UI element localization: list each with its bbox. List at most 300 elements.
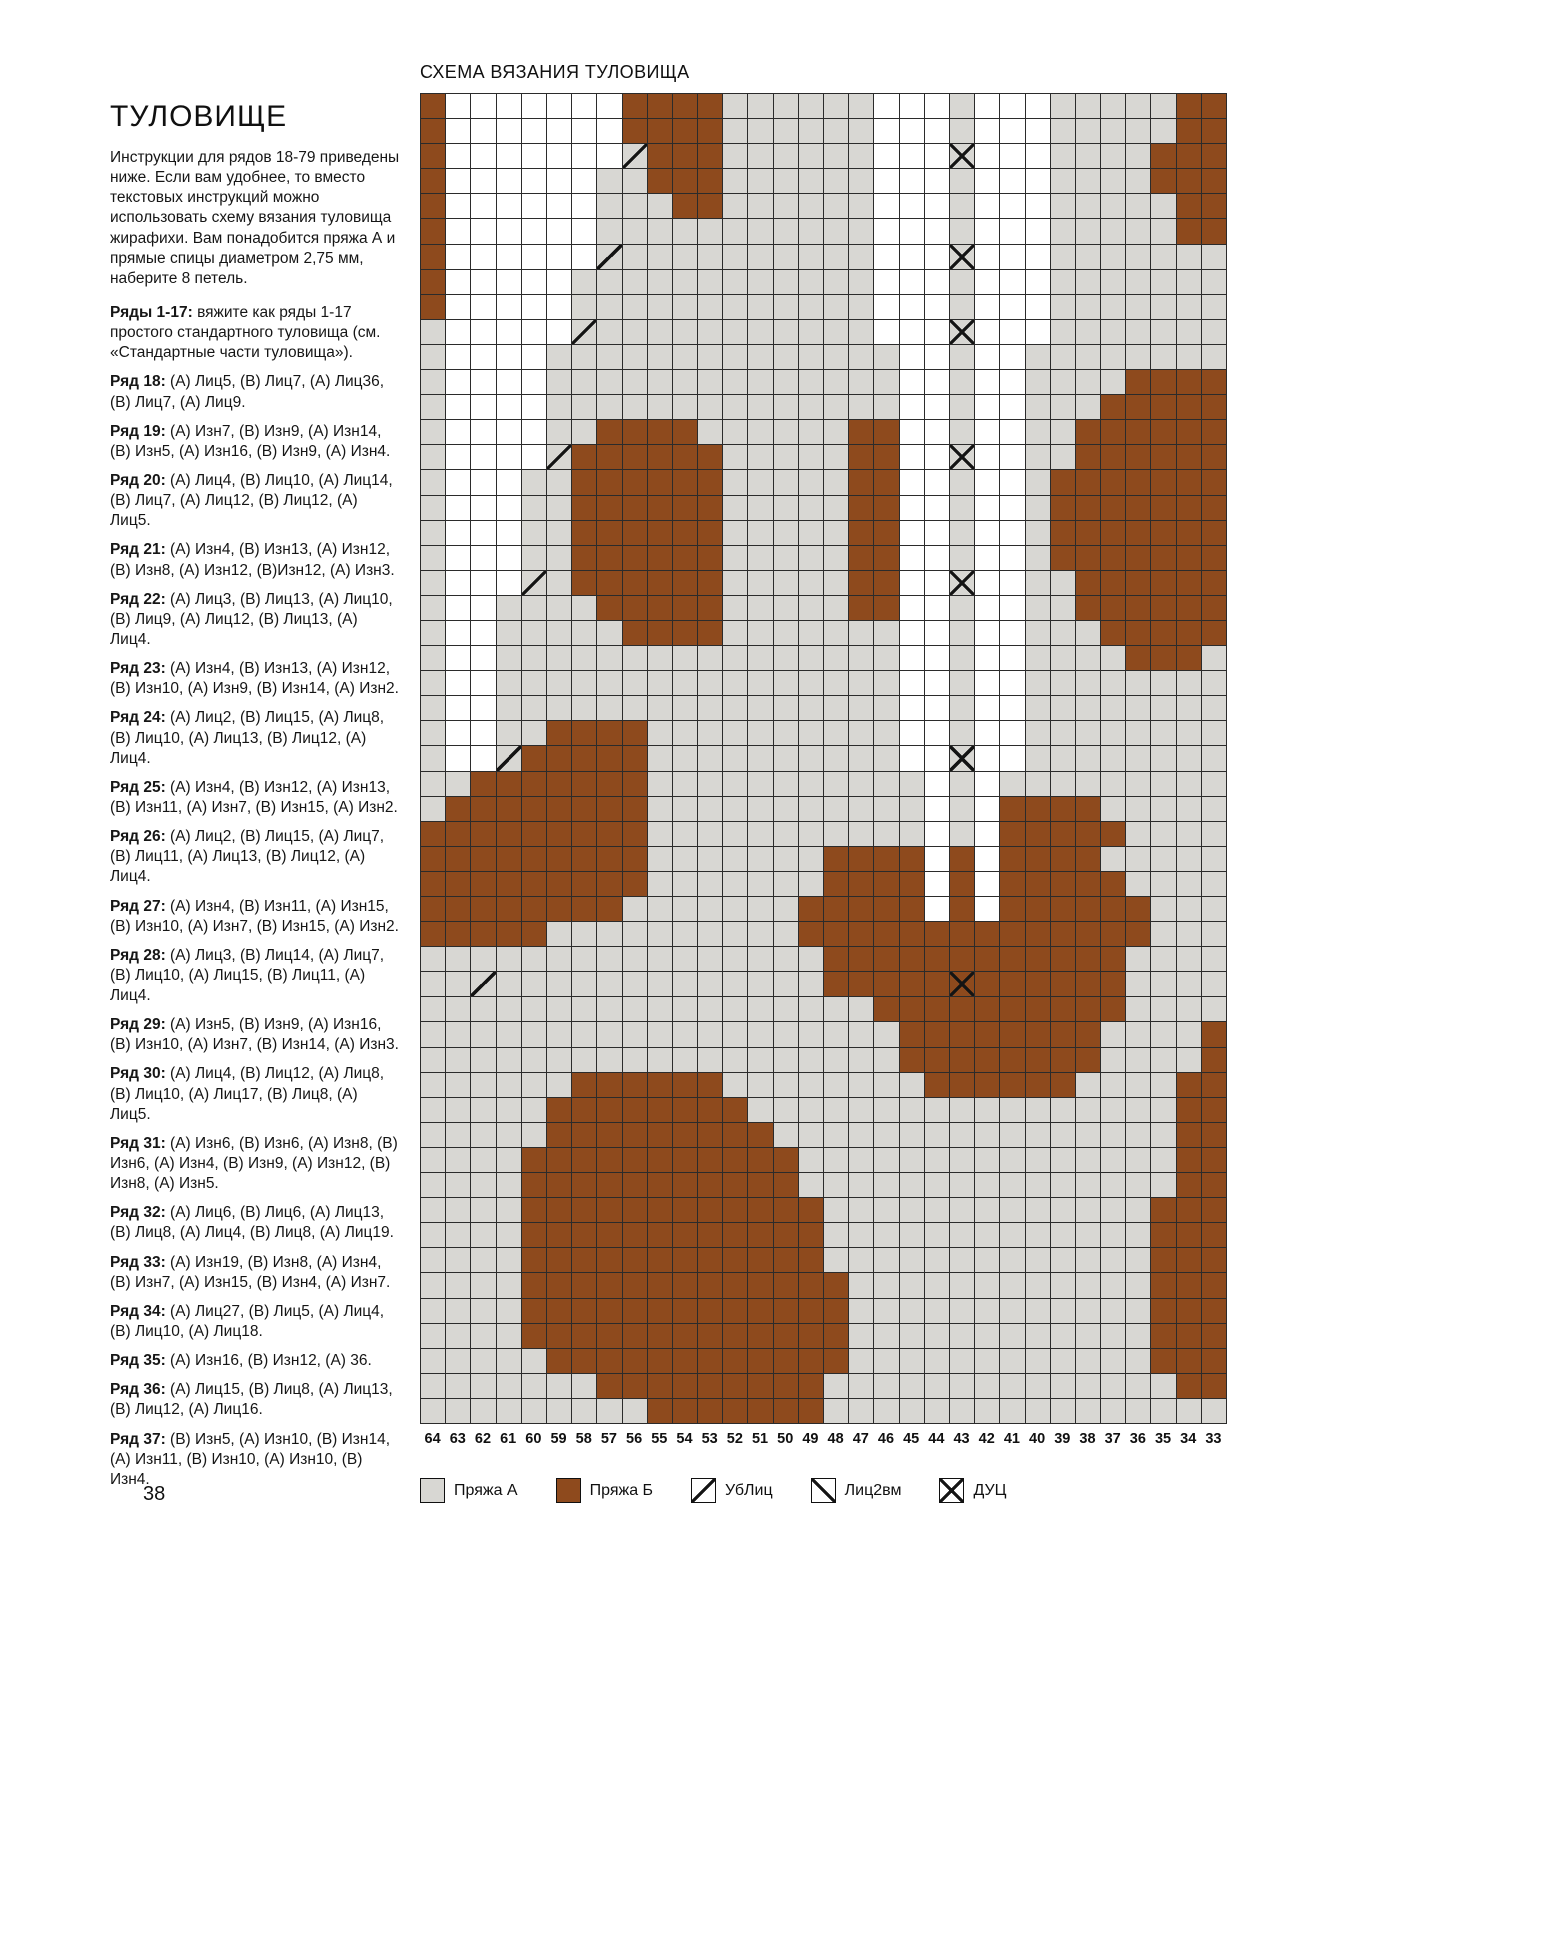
- chart-cell: [874, 1173, 898, 1197]
- chart-cell: [471, 94, 495, 118]
- chart-cell: [950, 847, 974, 871]
- chart-cell: [446, 596, 470, 620]
- chart-cell: [824, 571, 848, 595]
- chart-cell: [925, 596, 949, 620]
- chart-cell: [748, 897, 772, 921]
- chart-cell: [1000, 1148, 1024, 1172]
- chart-cell: [723, 1073, 747, 1097]
- chart-cell: [1076, 822, 1100, 846]
- chart-cell: [1051, 947, 1075, 971]
- chart-cell: [446, 746, 470, 770]
- chart-cell: [572, 144, 596, 168]
- chart-cell: [748, 721, 772, 745]
- chart-cell: [648, 1148, 672, 1172]
- chart-cell: [1026, 370, 1050, 394]
- chart-cell: [597, 546, 621, 570]
- chart-cell: [1026, 1022, 1050, 1046]
- chart-cell: [623, 345, 647, 369]
- chart-cell: [824, 721, 848, 745]
- chart-cell: [597, 119, 621, 143]
- chart-cell: [623, 721, 647, 745]
- chart-cell: [1126, 1399, 1150, 1423]
- chart-cell: [471, 646, 495, 670]
- chart-cell: [950, 822, 974, 846]
- chart-cell: [1000, 496, 1024, 520]
- chart-cell: [597, 847, 621, 871]
- chart-cell: [900, 219, 924, 243]
- chart-cell: [547, 1022, 571, 1046]
- chart-cell: [774, 1349, 798, 1373]
- chart-cell: [774, 270, 798, 294]
- chart-cell: [522, 847, 546, 871]
- chart-cell: [925, 1273, 949, 1297]
- chart-cell: [522, 1148, 546, 1172]
- chart-cell: [1126, 546, 1150, 570]
- chart-cell: [1177, 1374, 1201, 1398]
- chart-cell: [950, 1399, 974, 1423]
- chart-cell: [698, 1198, 722, 1222]
- chart-cell: [623, 169, 647, 193]
- chart-cell: [597, 1299, 621, 1323]
- chart-cell: [1000, 320, 1024, 344]
- chart-cell: [849, 1273, 873, 1297]
- chart-cell: [1101, 746, 1125, 770]
- chart-cell: [900, 1022, 924, 1046]
- chart-cell: [547, 1098, 571, 1122]
- chart-cell: [774, 872, 798, 896]
- chart-cell: [1177, 270, 1201, 294]
- chart-cell: [648, 270, 672, 294]
- chart-cell: [648, 295, 672, 319]
- chart-cell: [774, 420, 798, 444]
- chart-cell: [849, 1324, 873, 1348]
- chart-cell: [1051, 496, 1075, 520]
- chart-cell: [1126, 94, 1150, 118]
- chart-cell: [1051, 370, 1075, 394]
- chart-cell: [522, 169, 546, 193]
- chart-cell: [774, 1048, 798, 1072]
- chart-cell: [799, 922, 823, 946]
- chart-cell: [421, 571, 445, 595]
- chart-cell: [471, 245, 495, 269]
- chart-cell: [824, 1299, 848, 1323]
- chart-cell: [723, 295, 747, 319]
- chart-cell: [1177, 772, 1201, 796]
- chart-cell: [1177, 822, 1201, 846]
- chart-cell: [1151, 972, 1175, 996]
- chart-cell: [698, 219, 722, 243]
- chart-cell: [1151, 119, 1175, 143]
- chart-cell: [723, 671, 747, 695]
- chart-cell: [1202, 571, 1226, 595]
- chart-cell: [975, 169, 999, 193]
- chart-cell: [849, 1073, 873, 1097]
- chart-cell: [572, 847, 596, 871]
- chart-cell: [648, 1248, 672, 1272]
- chart-cell: [824, 1349, 848, 1373]
- chart-cell: [849, 671, 873, 695]
- chart-cell: [421, 947, 445, 971]
- chart-cell: [849, 219, 873, 243]
- chart-cell: [975, 219, 999, 243]
- chart-cell: [1126, 245, 1150, 269]
- chart-cell: [1026, 646, 1050, 670]
- chart-cell: [1051, 1223, 1075, 1247]
- chart-cell: [723, 1022, 747, 1046]
- chart-cell: [1000, 345, 1024, 369]
- chart-cell: [1076, 345, 1100, 369]
- chart-cell: [648, 320, 672, 344]
- chart-cell: [1101, 144, 1125, 168]
- chart-cell: [723, 470, 747, 494]
- chart-cell: [774, 746, 798, 770]
- chart-cell: [623, 420, 647, 444]
- chart-cell: [1177, 721, 1201, 745]
- chart-cell: [1126, 1073, 1150, 1097]
- chart-cell: [1202, 1098, 1226, 1122]
- chart-cell: [900, 721, 924, 745]
- chart-cell: [975, 1198, 999, 1222]
- chart-cell: [1202, 646, 1226, 670]
- chart-cell: [673, 947, 697, 971]
- chart-cell: [673, 496, 697, 520]
- chart-cell: [975, 872, 999, 896]
- chart-cell: [698, 847, 722, 871]
- chart-cell: [648, 922, 672, 946]
- chart-cell: [900, 295, 924, 319]
- row-instruction-label: Ряд 30:: [110, 1065, 166, 1083]
- chart-cell: [723, 947, 747, 971]
- chart-cell: [723, 169, 747, 193]
- chart-cell: [1076, 897, 1100, 921]
- chart-cell: [1202, 1223, 1226, 1247]
- chart-cell: [1151, 320, 1175, 344]
- chart-cell: [673, 1173, 697, 1197]
- chart-cell: [824, 194, 848, 218]
- chart-cell: [623, 1148, 647, 1172]
- chart-cell: [748, 1148, 772, 1172]
- chart-cell: [471, 897, 495, 921]
- chart-cell: [1101, 94, 1125, 118]
- chart-cell: [748, 169, 772, 193]
- chart-cell: [950, 1273, 974, 1297]
- chart-cell: [799, 1123, 823, 1147]
- chart-cell: [900, 1198, 924, 1222]
- chart-cell: [1151, 245, 1175, 269]
- chart-cell: [900, 1248, 924, 1272]
- chart-cell: [547, 972, 571, 996]
- chart-cell: [900, 1299, 924, 1323]
- chart-cell: [421, 922, 445, 946]
- chart-cell: [975, 345, 999, 369]
- chart-cell: [497, 1248, 521, 1272]
- chart-cell: [698, 696, 722, 720]
- chart-cell: [1051, 571, 1075, 595]
- chart-cell: [597, 245, 621, 269]
- chart-cell: [572, 772, 596, 796]
- chart-cell: [1126, 219, 1150, 243]
- chart-cell: [597, 746, 621, 770]
- chart-cell: [1076, 746, 1100, 770]
- chart-cell: [1202, 1374, 1226, 1398]
- chart-cell: [1126, 872, 1150, 896]
- chart-cell: [1026, 897, 1050, 921]
- chart-cell: [698, 571, 722, 595]
- column-number: 42: [978, 1431, 995, 1447]
- chart-cell: [1101, 1223, 1125, 1247]
- chart-cell: [547, 496, 571, 520]
- chart-cell: [547, 822, 571, 846]
- chart-cell: [1177, 1299, 1201, 1323]
- chart-cell: [572, 721, 596, 745]
- chart-cell: [1051, 621, 1075, 645]
- chart-cell: [597, 219, 621, 243]
- chart-cell: [900, 169, 924, 193]
- chart-cell: [1126, 496, 1150, 520]
- chart-cell: [1000, 596, 1024, 620]
- chart-cell: [1126, 897, 1150, 921]
- chart-cell: [1202, 194, 1226, 218]
- chart-cell: [1151, 1198, 1175, 1222]
- chart-cell: [900, 897, 924, 921]
- chart-cell: [1151, 1173, 1175, 1197]
- chart-cell: [648, 797, 672, 821]
- chart-cell: [623, 445, 647, 469]
- chart-cell: [874, 144, 898, 168]
- chart-cell: [1101, 872, 1125, 896]
- chart-cell: [522, 194, 546, 218]
- chart-cell: [597, 320, 621, 344]
- chart-cell: [446, 94, 470, 118]
- chart-cell: [648, 496, 672, 520]
- chart-cell: [1126, 295, 1150, 319]
- chart-cell: [547, 621, 571, 645]
- chart-cell: [900, 1273, 924, 1297]
- chart-cell: [1151, 1022, 1175, 1046]
- chart-cell: [1026, 972, 1050, 996]
- chart-cell: [572, 897, 596, 921]
- chart-cell: [925, 1048, 949, 1072]
- chart-cell: [1076, 1022, 1100, 1046]
- chart-cell: [849, 169, 873, 193]
- chart-legend: [420, 1478, 1006, 1503]
- row-instruction-label: Ряд 36:: [110, 1381, 166, 1399]
- chart-cell: [975, 1399, 999, 1423]
- chart-cell: [900, 496, 924, 520]
- chart-cell: [698, 245, 722, 269]
- chart-cell: [1026, 721, 1050, 745]
- chart-cell: [547, 119, 571, 143]
- chart-cell: [522, 746, 546, 770]
- chart-cell: [975, 696, 999, 720]
- chart-cell: [1026, 521, 1050, 545]
- chart-cell: [673, 847, 697, 871]
- chart-cell: [522, 1273, 546, 1297]
- chart-cell: [597, 696, 621, 720]
- chart-cell: [1026, 671, 1050, 695]
- chart-cell: [799, 1198, 823, 1222]
- chart-cell: [849, 1048, 873, 1072]
- chart-cell: [673, 445, 697, 469]
- chart-cell: [1026, 94, 1050, 118]
- chart-cell: [1000, 219, 1024, 243]
- chart-cell: [522, 872, 546, 896]
- chart-cell: [648, 897, 672, 921]
- chart-cell: [623, 470, 647, 494]
- chart-cell: [1026, 1248, 1050, 1272]
- chart-cell: [1202, 546, 1226, 570]
- chart-cell: [799, 1223, 823, 1247]
- chart-cell: [597, 1123, 621, 1147]
- chart-cell: [1101, 1273, 1125, 1297]
- chart-cell: [774, 219, 798, 243]
- chart-cell: [799, 646, 823, 670]
- column-number: 54: [676, 1431, 693, 1447]
- chart-cell: [1101, 822, 1125, 846]
- chart-cell: [1000, 721, 1024, 745]
- chart-cell: [874, 420, 898, 444]
- chart-cell: [799, 897, 823, 921]
- chart-cell: [597, 1073, 621, 1097]
- chart-cell: [799, 1248, 823, 1272]
- chart-cell: [1126, 194, 1150, 218]
- chart-cell: [1076, 194, 1100, 218]
- chart-cell: [824, 1073, 848, 1097]
- chart-cell: [597, 1273, 621, 1297]
- chart-cell: [849, 270, 873, 294]
- legend-label: УбЛиц: [725, 1481, 773, 1499]
- row-instruction-label: Ряд 31:: [110, 1134, 166, 1152]
- chart-cell: [597, 144, 621, 168]
- chart-cell: [950, 1123, 974, 1147]
- chart-cell: [950, 521, 974, 545]
- chart-cell: [900, 445, 924, 469]
- chart-cell: [874, 521, 898, 545]
- chart-cell: [975, 1248, 999, 1272]
- chart-cell: [497, 947, 521, 971]
- chart-cell: [774, 1223, 798, 1247]
- chart-cell: [572, 646, 596, 670]
- chart-cell: [522, 1349, 546, 1373]
- row-instruction-label: Ряд 33:: [110, 1253, 166, 1271]
- chart-cell: [900, 1148, 924, 1172]
- chart-cell: [799, 571, 823, 595]
- chart-cell: [497, 997, 521, 1021]
- chart-cell: [648, 671, 672, 695]
- chart-cell: [446, 571, 470, 595]
- chart-cell: [471, 797, 495, 821]
- chart-cell: [1202, 345, 1226, 369]
- chart-cell: [1101, 1173, 1125, 1197]
- chart-cell: [421, 445, 445, 469]
- chart-cell: [748, 746, 772, 770]
- column-number: 55: [651, 1431, 668, 1447]
- row-instruction: Ряд 22: (А) Лиц3, (В) Лиц13, (А) Лиц10, (В) Лиц9, (А) Лиц12, (В) Лиц13, (А) Лиц4.: [110, 590, 393, 648]
- chart-cell: [1202, 746, 1226, 770]
- chart-cell: [698, 1223, 722, 1247]
- chart-cell: [925, 746, 949, 770]
- chart-cell: [446, 395, 470, 419]
- chart-cell: [1177, 1022, 1201, 1046]
- chart-cell: [1051, 521, 1075, 545]
- chart-cell: [623, 847, 647, 871]
- chart-cell: [1026, 947, 1050, 971]
- chart-cell: [1101, 671, 1125, 695]
- chart-cell: [748, 270, 772, 294]
- chart-cell: [497, 521, 521, 545]
- chart-cell: [522, 470, 546, 494]
- chart-cell: [1051, 1073, 1075, 1097]
- chart-cell: [1076, 1198, 1100, 1222]
- chart-cell: [547, 872, 571, 896]
- chart-cell: [698, 897, 722, 921]
- chart-cell: [522, 1248, 546, 1272]
- chart-cell: [849, 621, 873, 645]
- chart-cell: [547, 94, 571, 118]
- chart-cell: [572, 1098, 596, 1122]
- chart-cell: [723, 245, 747, 269]
- chart-cell: [522, 1073, 546, 1097]
- chart-cell: [950, 295, 974, 319]
- chart-cell: [421, 1148, 445, 1172]
- chart-cell: [648, 646, 672, 670]
- chart-cell: [1151, 445, 1175, 469]
- chart-cell: [648, 219, 672, 243]
- chart-cell: [1151, 345, 1175, 369]
- chart-cell: [874, 646, 898, 670]
- chart-cell: [1151, 94, 1175, 118]
- chart-cell: [748, 521, 772, 545]
- chart-cell: [471, 746, 495, 770]
- chart-cell: [900, 1349, 924, 1373]
- chart-cell: [623, 546, 647, 570]
- chart-cell: [1051, 194, 1075, 218]
- chart-cell: [774, 119, 798, 143]
- chart-cell: [497, 596, 521, 620]
- chart-cell: [874, 1198, 898, 1222]
- chart-cell: [799, 1299, 823, 1323]
- chart-cell: [1026, 194, 1050, 218]
- chart-cell: [1026, 1198, 1050, 1222]
- chart-cell: [673, 1399, 697, 1423]
- chart-cell: [497, 169, 521, 193]
- column-number: 45: [903, 1431, 920, 1447]
- chart-cell: [849, 922, 873, 946]
- chart-cell: [547, 746, 571, 770]
- chart-cell: [572, 194, 596, 218]
- chart-cell: [1101, 596, 1125, 620]
- chart-cell: [874, 847, 898, 871]
- chart-cell: [1026, 596, 1050, 620]
- chart-cell: [799, 671, 823, 695]
- chart-cell: [1076, 972, 1100, 996]
- chart-cell: [547, 1198, 571, 1222]
- chart-cell: [849, 1123, 873, 1147]
- chart-cell: [597, 1098, 621, 1122]
- chart-cell: [1202, 1399, 1226, 1423]
- chart-cell: [623, 822, 647, 846]
- chart-cell: [824, 797, 848, 821]
- chart-cell: [1151, 947, 1175, 971]
- chart-cell: [900, 972, 924, 996]
- chart-cell: [874, 219, 898, 243]
- chart-cell: [1101, 420, 1125, 444]
- chart-cell: [572, 1022, 596, 1046]
- chart-cell: [1202, 1273, 1226, 1297]
- chart-cell: [547, 169, 571, 193]
- chart-cell: [1026, 1299, 1050, 1323]
- chart-cell: [900, 646, 924, 670]
